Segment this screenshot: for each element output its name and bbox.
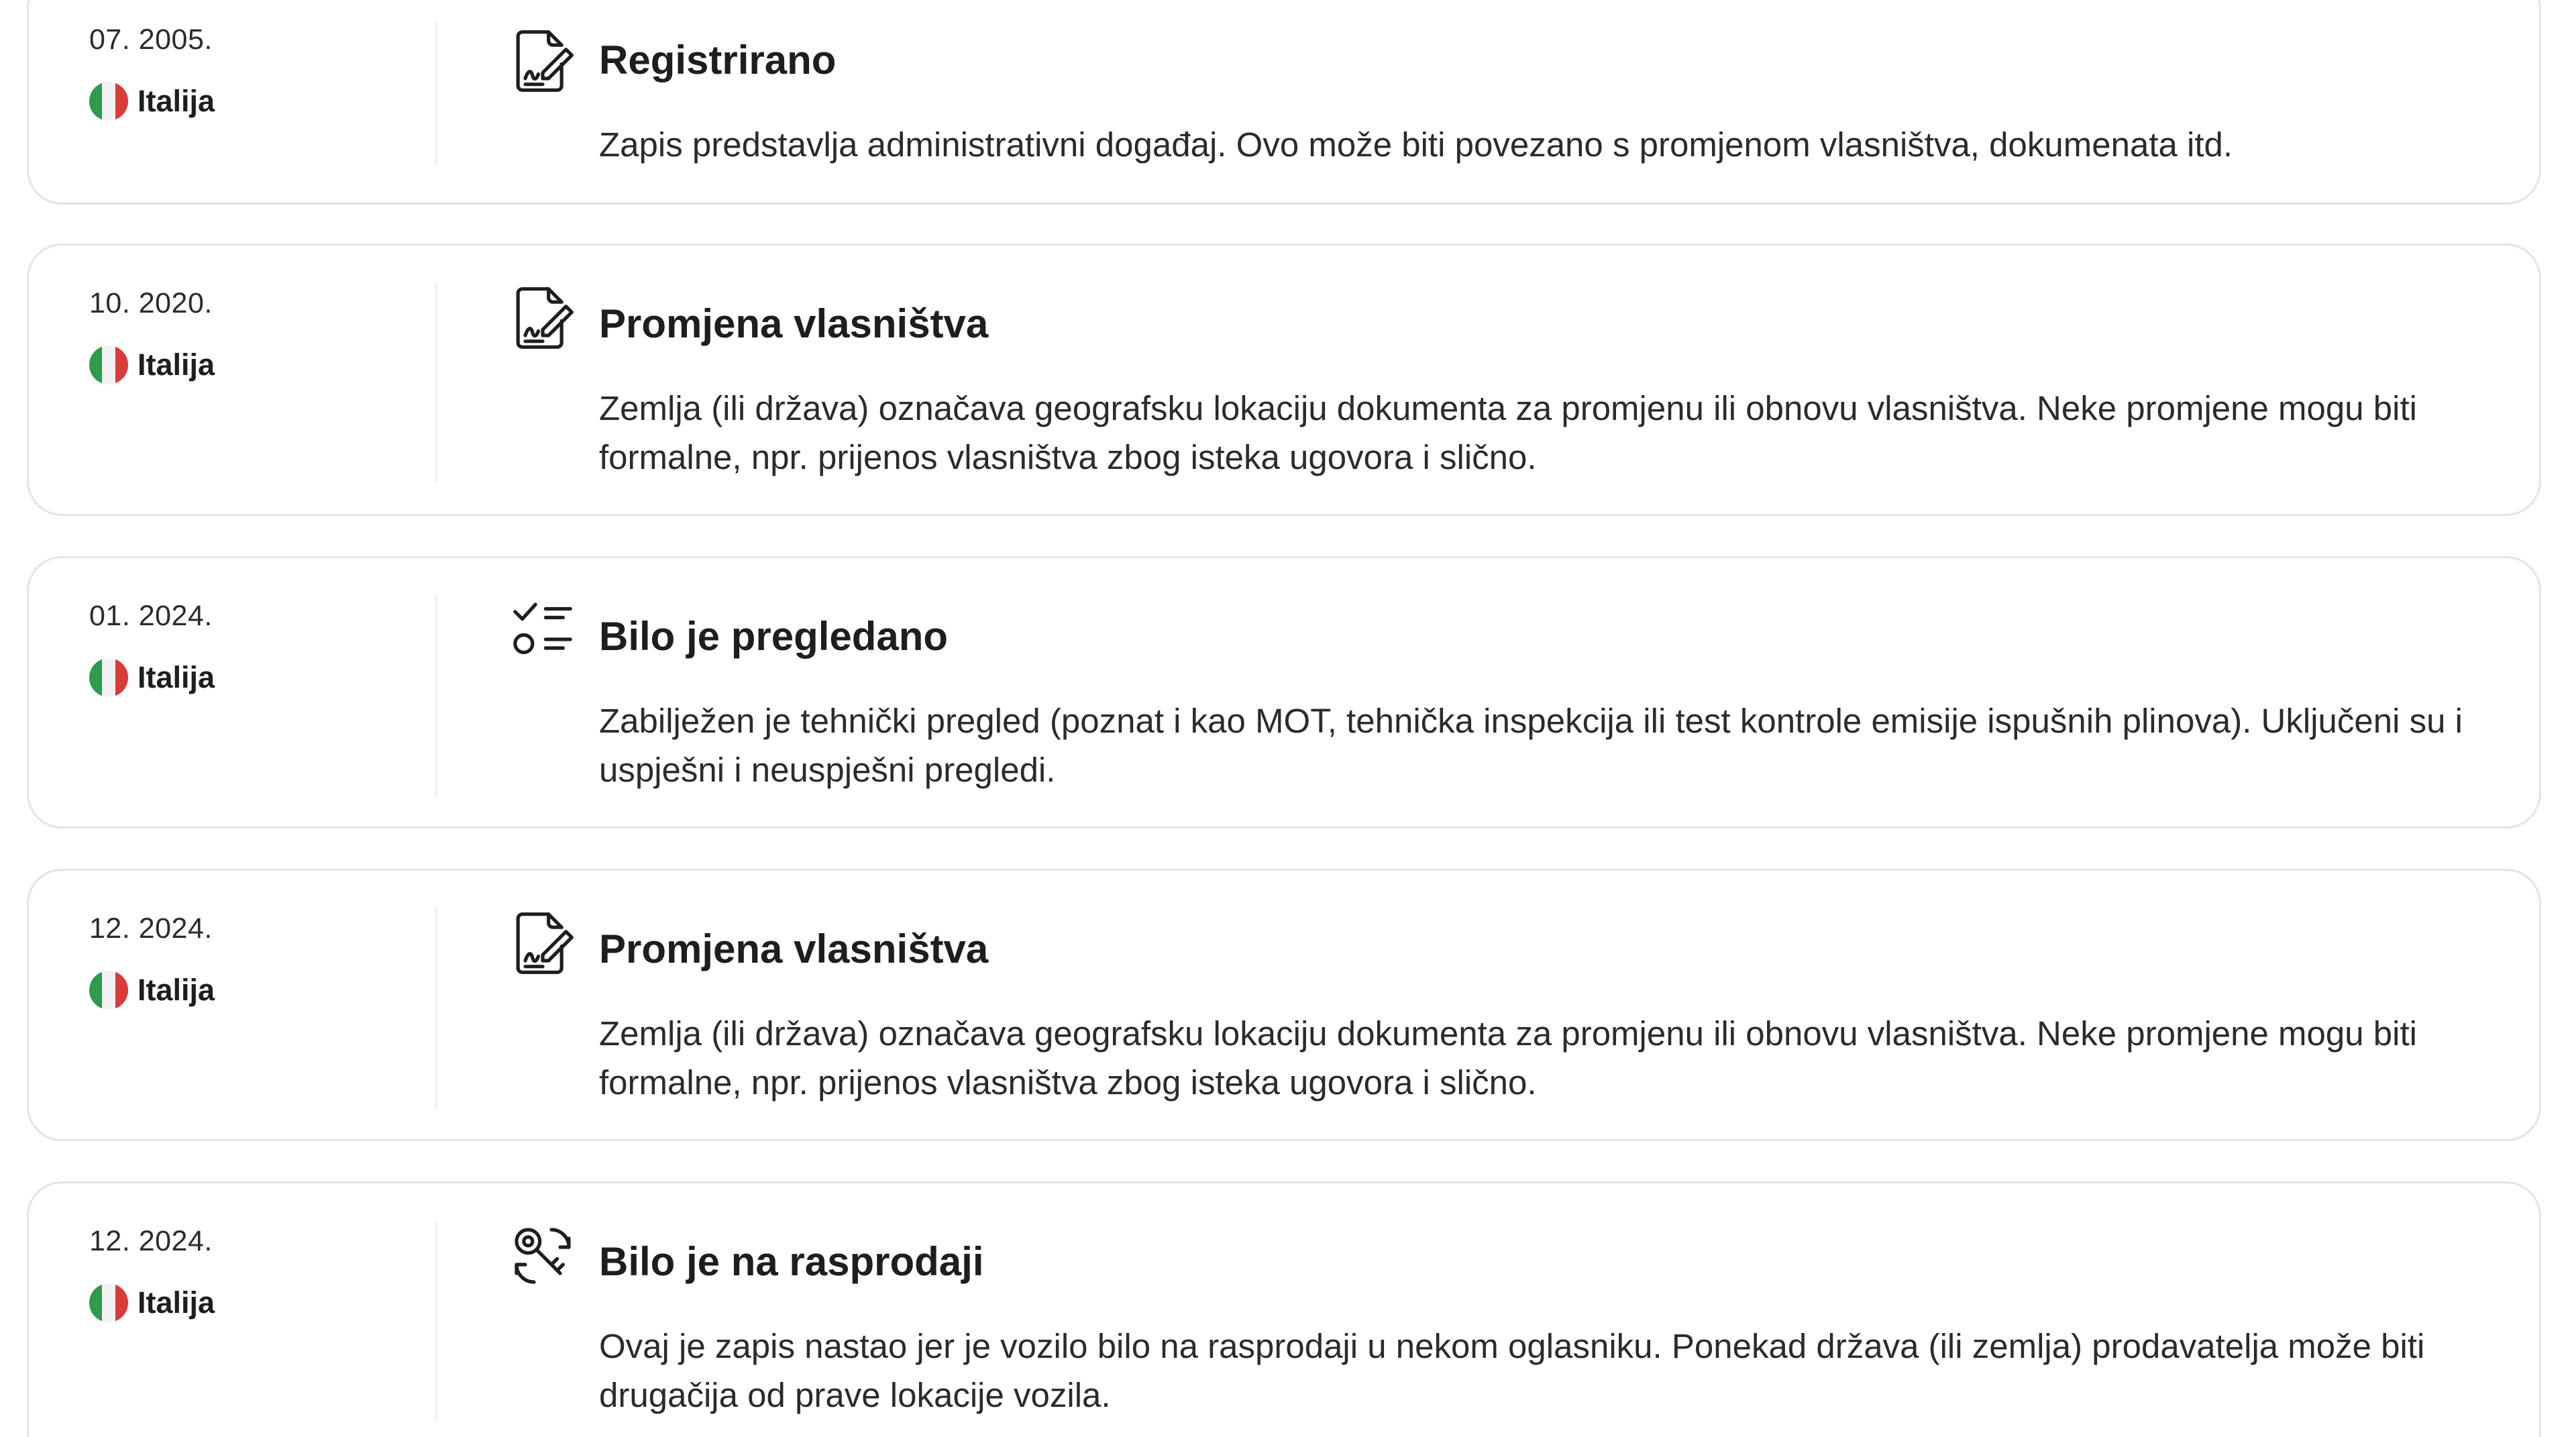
event-meta	[89, 912, 398, 1010]
event-title: Promjena vlasništva	[599, 926, 989, 971]
italy-flag-icon	[89, 82, 128, 121]
event-country	[89, 971, 398, 1010]
country-name: Italija	[138, 1285, 215, 1320]
card-divider	[435, 283, 437, 484]
event-description: Zapis predstavlja administrativni događaj. Ovo može biti povezano s promjenom vlasništva, dokumenata itd.	[599, 125, 2233, 164]
event-description: Zemlja (ili država) označava geografsku lokaciju dokumenta za promjenu ili obnovu vlasništva. Neke promjene mogu biti formalne, npr. prijenos vlasništva zbog isteka ugovora i slično.	[599, 1014, 2417, 1102]
event-country	[89, 82, 398, 121]
event-title: Registrirano	[599, 38, 837, 83]
event-country	[89, 658, 398, 697]
timeline-event-card	[27, 0, 2541, 205]
key-exchange-icon	[508, 1221, 578, 1291]
timeline-event-card	[27, 869, 2541, 1141]
country-name: Italija	[138, 973, 215, 1007]
event-meta	[89, 1225, 398, 1322]
event-date: 07. 2005.	[89, 23, 213, 56]
event-date: 10. 2020.	[89, 287, 213, 319]
event-country	[89, 1283, 398, 1322]
event-description: Zemlja (ili država) označava geografsku lokaciju dokumenta za promjenu ili obnovu vlasništva. Neke promjene mogu biti formalne, npr. prijenos vlasništva zbog isteka ugovora i slično.	[599, 389, 2417, 476]
timeline-event-card	[27, 556, 2541, 829]
timeline-event-card	[27, 1181, 2541, 1437]
document-signature-icon	[508, 26, 578, 96]
card-divider	[435, 908, 437, 1110]
document-signature-icon	[508, 283, 578, 353]
card-divider	[435, 1221, 437, 1422]
italy-flag-icon	[89, 658, 128, 697]
event-country	[89, 345, 398, 384]
event-date: 12. 2024.	[89, 912, 213, 945]
italy-flag-icon	[89, 345, 128, 384]
checklist-icon	[508, 596, 578, 666]
event-title: Bilo je na rasprodaji	[599, 1239, 984, 1284]
card-divider	[435, 21, 437, 166]
document-signature-icon	[508, 908, 578, 978]
event-meta	[89, 23, 398, 121]
event-title: Bilo je pregledano	[599, 614, 949, 659]
italy-flag-icon	[89, 971, 128, 1010]
event-description: Ovaj je zapis nastao jer je vozilo bilo na rasprodaji u nekom oglasniku. Ponekad država (ili zemlja) prodavatelja može biti drugačija od prave lokacije vozila.	[599, 1327, 2425, 1414]
country-name: Italija	[138, 660, 215, 694]
event-date: 12. 2024.	[89, 1225, 213, 1257]
country-name: Italija	[138, 84, 215, 118]
italy-flag-icon	[89, 1283, 128, 1322]
event-meta	[89, 287, 398, 384]
event-description: Zabilježen je tehnički pregled (poznat i kao MOT, tehnička inspekcija ili test kontrole emisije ispušnih plinova). Uključeni su i uspješni i neuspješni pregledi.	[599, 702, 2463, 789]
event-date: 01. 2024.	[89, 600, 213, 632]
timeline-event-card	[27, 244, 2541, 516]
event-meta	[89, 600, 398, 697]
card-divider	[435, 596, 437, 797]
event-title: Promjena vlasništva	[599, 301, 989, 346]
country-name: Italija	[138, 348, 215, 382]
